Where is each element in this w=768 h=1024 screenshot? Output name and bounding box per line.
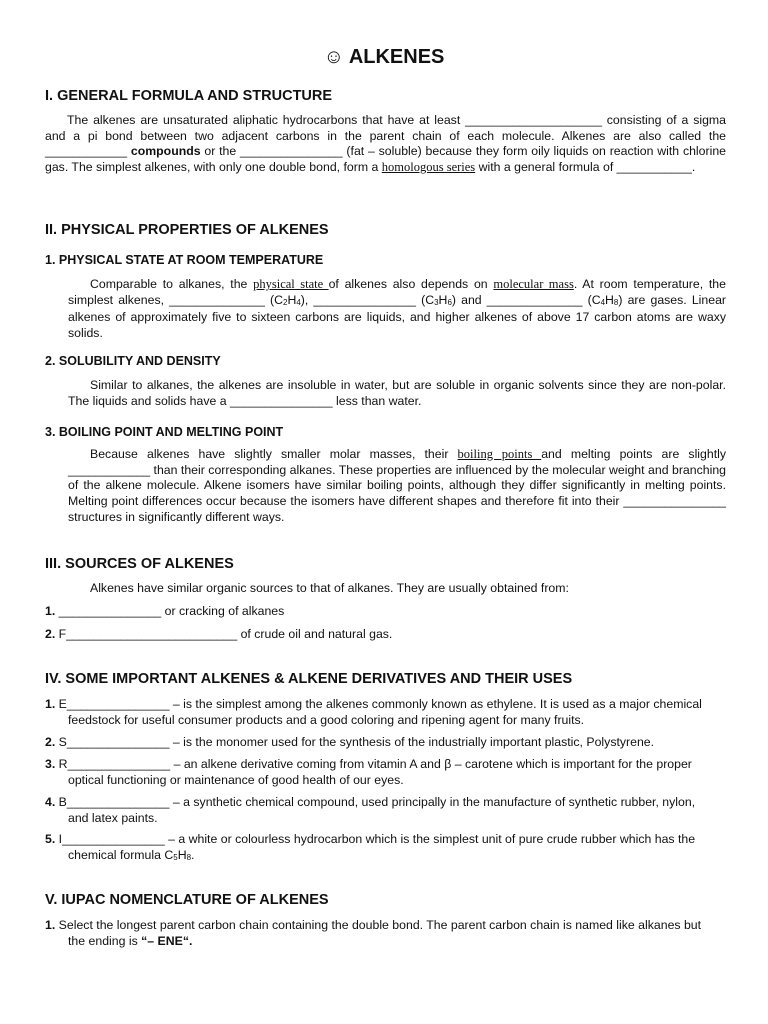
subheading-boiling-point: 3. BOILING POINT AND MELTING POINT — [45, 425, 284, 439]
subheading-physical-state: 1. PHYSICAL STATE AT ROOM TEMPERATURE — [45, 253, 324, 267]
section-heading-sources: III. SOURCES OF ALKENES — [45, 556, 234, 572]
section-heading-important-alkenes: IV. SOME IMPORTANT ALKENES & ALKENE DERIVATIVES AND THEIR USES — [45, 671, 573, 687]
subheading-solubility: 2. SOLUBILITY AND DENSITY — [45, 354, 221, 368]
list-item: 1. E_______________ – is the simplest among the alkenes commonly known as ethylene. It is used as a major chemical feedstock for useful consumer products and a good coloring and ripening agent for many fruits. — [45, 697, 702, 727]
section-heading-general-formula: I. GENERAL FORMULA AND STRUCTURE — [45, 88, 333, 104]
list-item: 3. R_______________ – an alkene derivative coming from vitamin A and β – carotene which is important for the proper optical functioning or maintenance of good health of our eyes. — [45, 757, 692, 787]
page-title — [0, 46, 768, 69]
general-formula-paragraph: The alkenes are unsaturated aliphatic hydrocarbons that have at least ____________________ consisting of a sigma and a pi bond between two adjacent carbons in the parent chain of each molecule. Alkenes are also called the ____________ compounds or the _______________ (fat – soluble) because they form oily liquids on reaction with chlorine gas. The simplest alkenes, with only one double bond, form a homologous series with a general formula of ___________. — [45, 113, 727, 175]
section-heading-iupac: V. IUPAC NOMENCLATURE OF ALKENES — [45, 892, 329, 908]
page-title-text: ALKENES — [348, 46, 445, 68]
section-heading-physical-properties: II. PHYSICAL PROPERTIES OF ALKENES — [45, 222, 329, 238]
sources-intro: Alkenes have similar organic sources to that of alkanes. They are usually obtained from: — [90, 581, 569, 595]
physical-state-paragraph: Comparable to alkanes, the physical state of alkenes also depends on molecular mass. At room temperature, the simplest alkenes, ______________ $(C_2H_4)$, _______________ $(C_3H_6)$ and ______________ $(C_4H_8)$ are gases. Linear alkenes of approximately five to sixteen carbons are liquids, and higher alkenes of above 17 carbon atoms are waxy solids. — [68, 277, 727, 341]
list-item: 2. F_________________________ of crude oil and natural gas. — [45, 627, 393, 641]
list-item: 4. B_______________ – a synthetic chemical compound, used principally in the manufacture of synthetic rubber, nylon, and latex paints. — [45, 795, 696, 825]
list-item: 1. Select the longest parent carbon chain containing the double bond. The parent carbon chain is named like alkanes but the ending is “– ENE“. — [45, 918, 702, 948]
boiling-point-paragraph: Because alkenes have slightly smaller molar masses, their boiling points and melting points are slightly ____________ than their corresponding alkanes. These properties are influenced by the molecular weight and branching of the alkene molecule. Alkene isomers have similar boiling points, although they differ significantly in melting points. Melting point differences occur because the isomers have different shapes and therefore fit into their _______________ structures in significantly different ways. — [68, 447, 727, 524]
solubility-paragraph: Similar to alkanes, the alkenes are insoluble in water, but are soluble in organic solvents since they are non-polar. The liquids and solids have a _______________ less than water. — [68, 378, 726, 408]
list-item: 1. _______________ or cracking of alkanes — [45, 604, 285, 618]
smiley-icon: ☺ — [323, 46, 344, 68]
list-item: 2. S_______________ – is the monomer used for the synthesis of the industrially important plastic, Polystyrene. — [45, 735, 655, 749]
list-item: 5. I_______________ – a white or colourless hydrocarbon which is the simplest unit of pure crude rubber which has the chemical formula $C_5H_8$. — [45, 832, 696, 862]
